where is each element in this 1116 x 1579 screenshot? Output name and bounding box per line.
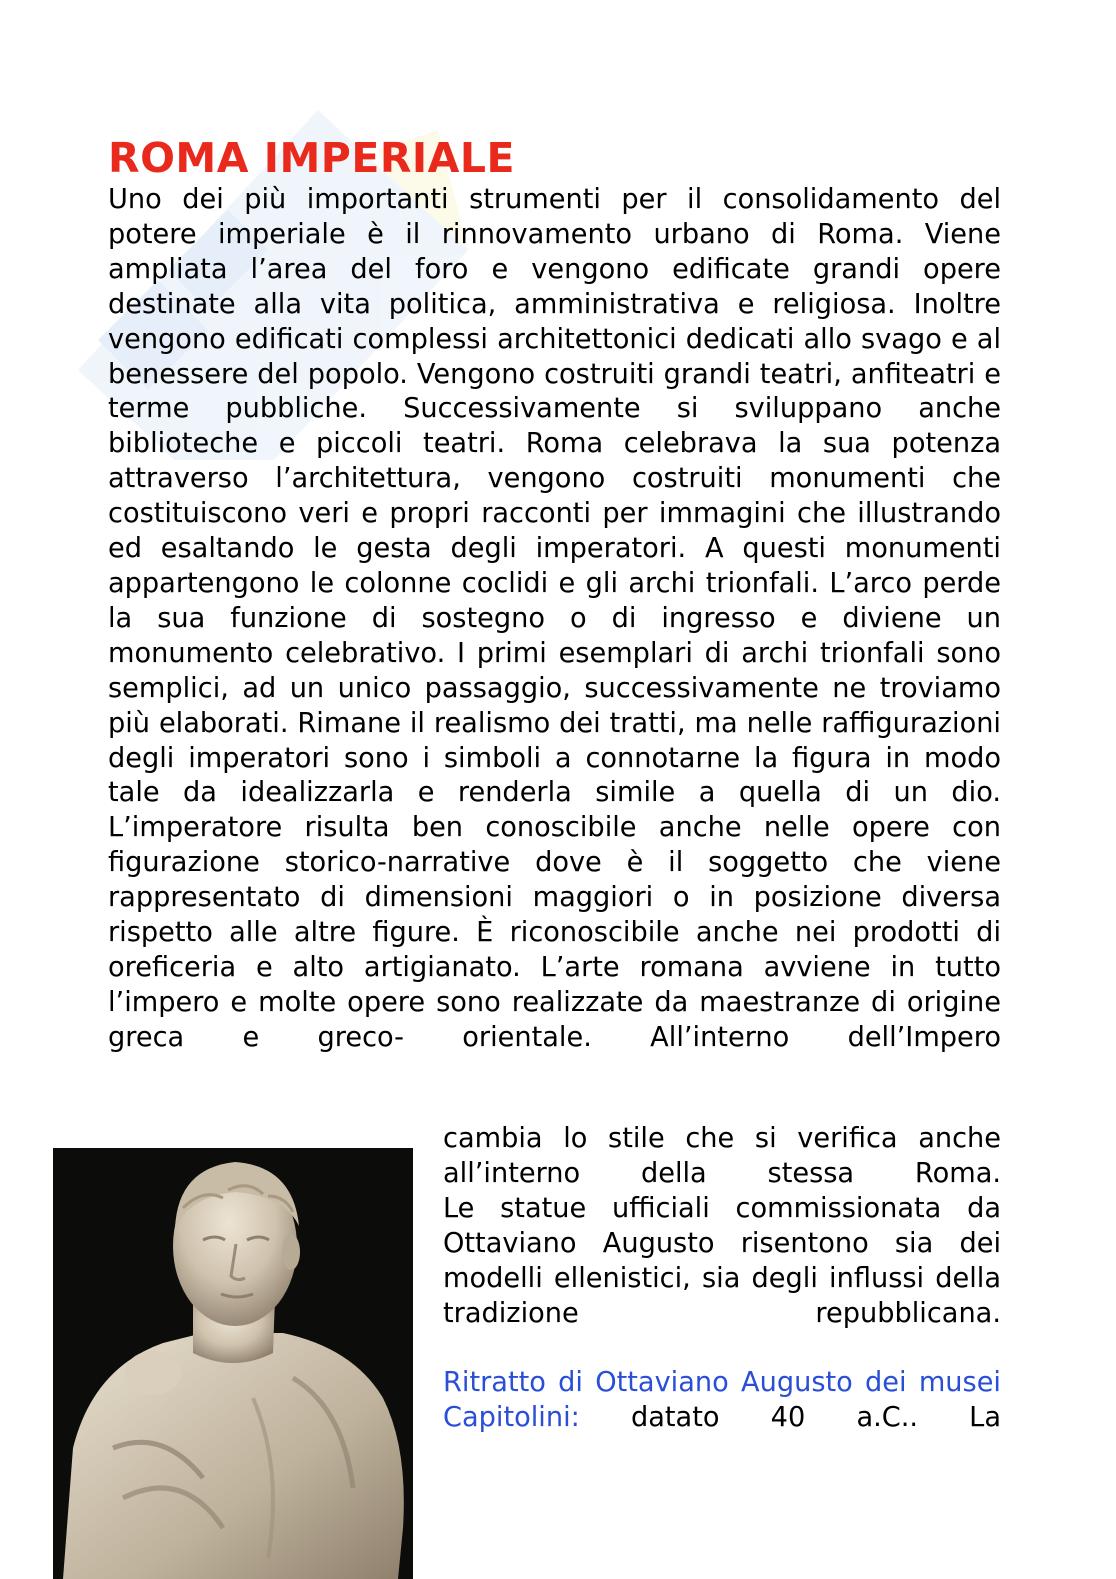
- bust-image: [53, 1148, 413, 1579]
- caption-link[interactable]: Ritratto di Ottaviano Augusto dei musei Capitolini:: [443, 1367, 1001, 1434]
- statues-paragraph: Le statue ufficiali commissionata da Ottaviano Augusto risentono sia dei modelli ellenistici, sia degli influssi della tradizione repubblicana.: [443, 1192, 1001, 1329]
- caption-paragraph: [443, 1366, 1001, 1436]
- caption-text: datato 40 a.C.. La: [579, 1402, 1001, 1434]
- body-paragraph: Uno dei più importanti strumenti per il consolidamento del potere imperiale è il rinnovamento urbano di Roma. Viene ampliata l’area del foro e vengono edificate grandi opere destinate alla vita politica, amministrativa e religiosa. Inoltre vengono edificati complessi architettonici dedicati allo svago e al benessere del popolo. Vengono costruiti grandi teatri, anfiteatri e terme pubbliche. Successivamente si sviluppano anche biblioteche e piccoli teatri. Roma celebrava la sua potenza attraverso l’architettura, vengono costruiti monumenti che costituiscono veri e propri racconti per immagini che illustrando ed esaltando le gesta degli imperatori. A questi monumenti appartengono le colonne coclidi e gli archi trionfali. L’arco perde la sua funzione di sostegno o di ingresso e diviene un monumento celebrativo. I primi esemplari di archi trionfali sono semplici, ad un unico passaggio, successivamente ne troviamo più elaborati. Rimane il realismo dei tratti, ma nelle raffigurazioni degli imperatori sono i simboli a connotarne la figura in modo tale da idealizzarla e renderla simile a quella di un dio. L’imperatore risulta ben conoscibile anche nelle opere con figurazione storico-narrative dove è il soggetto che viene rappresentato di dimensioni maggiori o in posizione diversa rispetto alle altre figure. È riconoscibile anche nei prodotti di oreficeria e alto artigianato. L’arte romana avviene in tutto l’impero e molte opere sono realizzate da maestranze di origine greca e greco- orientale. All’interno dell’Impero: [108, 184, 1001, 1053]
- body-continuation: cambia lo stile che si verifica anche all’interno della stessa Roma.: [443, 1123, 1001, 1189]
- side-text-column: [443, 1122, 1001, 1436]
- paragraph-spacer: [443, 1331, 1001, 1366]
- page-title: ROMA IMPERIALE: [108, 134, 516, 182]
